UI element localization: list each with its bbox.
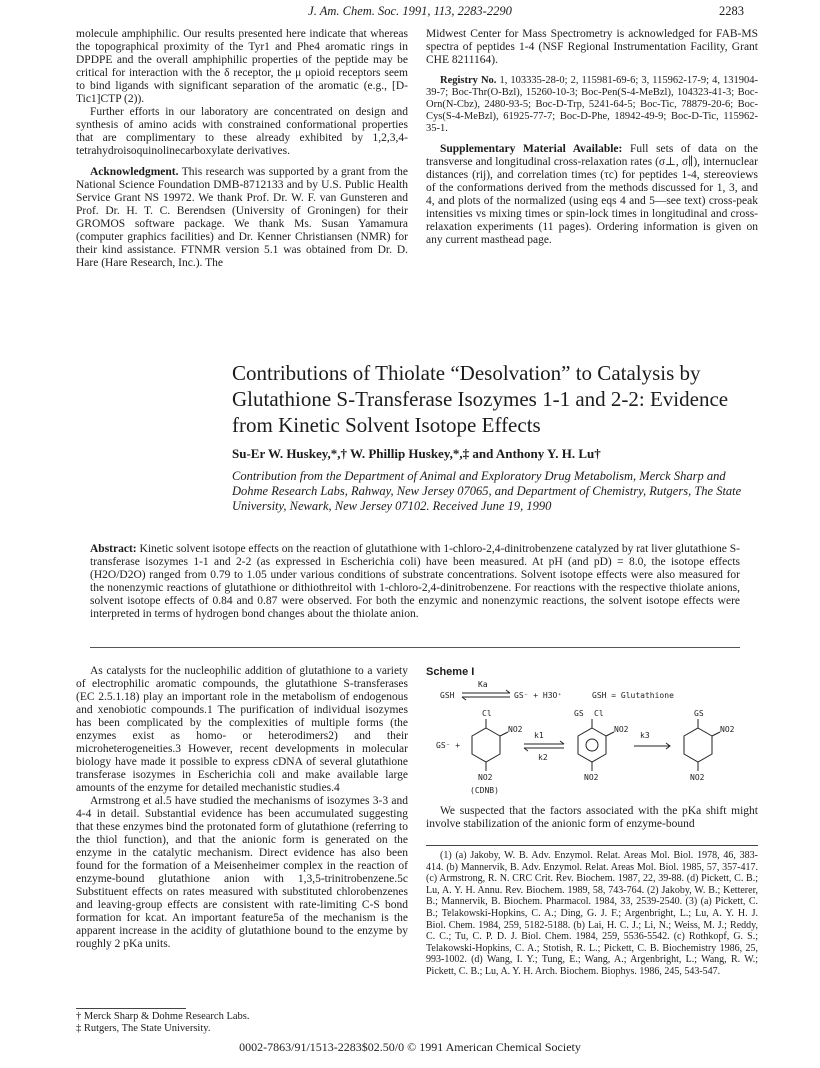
footnote: ‡ Rutgers, The State University. [76,1023,211,1034]
paragraph: Armstrong et al.5 have studied the mechanisms of isozymes 3-3 and 4-4 in detail. Substantial evidence has been accumulated suggesting that these enzymes bind the protonated form of glutathione (referring to the thiol function), and that the anionic form is generated on the enzyme in the catalytic mechanism. Direct evidence has also been found for the formation of a Meisenheimer complex in the reaction of enzyme-bound glutathione anion with 1,3,5-trinitrobenzene.5c Substituent effects on rates measured with substituted chlorobenzenes and leaving-group effects are consistent with rate-limiting C-S bond formation for kcat. An important feature5a of the mechanism is the apparent increase in the acidity of glutathione bound to the enzyme by roughly 2 pKa units. [76,795,408,950]
journal-citation: J. Am. Chem. Soc. 1991, 113, 2283-2290 [308,4,512,18]
prev-article-left-column [76,28,408,270]
author-footnotes [76,1011,408,1035]
scheme-ka: Ka [478,680,488,689]
benzene-ring [684,728,712,762]
contribution-affiliation: Contribution from the Department of Animal and Exploratory Drug Metabolism, Merck Sharp and Dohme Research Labs, Rahway, New Jersey 07065, and Department of Chemistry, Rutgers, The State University, Newark, New Jersey 07102. Received June 19, 1990 [232,469,742,513]
negative-charge-circle [586,739,598,751]
scheme-diagram [426,676,756,798]
scheme-definition: GSH = Glutathione [592,691,674,700]
paragraph: Further efforts in our laboratory are concentrated on design and synthesis of amino acids with constrained conformational properties that are complimentary to these already exhibited by 1,2,3,4-tetrahydroisoquinolinecarboxylate derivatives. [76,106,408,157]
no2-label: NO2 [690,773,705,782]
no2-label: NO2 [614,725,629,734]
registry-heading: Registry No. [440,75,497,86]
no2-label: NO2 [584,773,599,782]
paragraph: Midwest Center for Mass Spectrometry is acknowledged for FAB-MS spectra of peptides 1-4 (NSF Regional Instrumentation Facility, Grant CHE 8211164). [426,28,758,66]
registry-text: 1, 103335-28-0; 2, 115981-69-6; 3, 115962-17-9; 4, 131904-39-7; Boc-Thr(O-Bzl), 15260-10-3; Boc-Pen(S-4-MeBzl), 104323-41-3; Boc-Orn(N-Cbz), 2480-93-5; Boc-D-Trp, 5241-64-5; Boc-Tic, 78879-20-6; Boc-Cys(S-4-MeBzl), 61925-77-7; Boc-D-Phe, 18942-49-9; Boc-D-Tic, 115962-35-1. [426,75,758,134]
reference-list: (1) (a) Jakoby, W. B. Adv. Enzymol. Relat. Areas Mol. Biol. 1978, 46, 383-414. (b) Mannervik, B. Adv. Enzymol. Relat. Areas Mol. Biol. 1985, 57, 357-417. (c) Armstrong, R. N. CRC Crit. Rev. Biochem. 1987, 22, 39-88. (d) Pickett, C. B.; Lu, A. Y. H. Annu. Rev. Biochem. 1989, 58, 743-764. (2) Jakoby, W. B.; Ketterer, B.; Mannervik, B. Biochem. Pharmacol. 1984, 33, 2539-2540. (3) (a) Pickett, C. B.; Telakowski-Hopkins, C. A.; Ding, G. J. F.; Argenbright, L.; Lu, A. Y. H. J. Biol. Chem. 1984, 259, 5182-5188. (b) Lai, H. C. J.; Li, N.; Weiss, M. J.; Reddy, C. C.; Tu, C. P. D. J. Biol. Chem. 1984, 259, 5536-5542. (c) Rothkopf, G. S.; Telakowski-Hopkins, C. A.; Stotish, R. L.; Pickett, C. B. Biochemistry 1986, 25, 993-1002. (d) Wang, I. Y.; Tung, E.; Wang, A.; Argenbright, L.; Wang, R. W.; Pickett, C. B.; Lu, A. Y. H. Arch. Biochem. Biophys. 1986, 245, 543-547. [426,850,758,977]
acknowledgment-text: This research was supported by a grant from the National Science Foundation DMB-8712133 and by U.S. Public Health Service Grant NS 19972. We thank Prof. Dr. W. F. van Gunsteren and Prof. Dr. H. T. C. Berendsen (University of Groningen) for their GROMOS software package. We thank Ms. Susan Yamamura (computer graphics facilities) and Dr. Kenner Christiansen (NMR) for their kind assistance. FTNMR version 5.1 was obtained from Dr. D. Hare (Hare Research, Inc.). The [76,166,408,269]
cl-label: Cl [594,709,604,718]
no2-label: NO2 [720,725,735,734]
article-authors: Su-Er W. Huskey,*,† W. Phillip Huskey,*,‡ and Anthony Y. H. Lu† [232,446,601,461]
body-right-column [426,805,758,831]
abstract-divider [90,647,740,648]
paragraph: We suspected that the factors associated with the pKa shift might involve stabilization of the anionic form of enzyme-bound [426,805,758,830]
article-title: Contributions of Thiolate “Desolvation” to Catalysis by Glutathione S-Transferase Isozymes 1-1 and 2-2: Evidence from Kinetic Solvent Isotope Effects [232,361,729,437]
references-divider [426,845,758,846]
scheme-label: Scheme I [426,666,475,678]
no2-label: NO2 [478,773,493,782]
bond [712,732,720,736]
cdnb-label: (CDNB) [470,786,499,795]
paragraph: As catalysts for the nucleophilic addition of glutathione to a variety of electrophilic aromatic compounds, the glutathione S-transferases (EC 2.5.1.18) play an important role in the metabolism of endogenous and xenobiotic compounds.1 The purification of individual isozymes has been complicated by the complexities of multiple forms (the enzymes exist as homo- or heterodimers2) and their microheterogeneities.3 However, recent developments in molecular biology have made it possible to express cDNA of several glutathione transferase isozymes in Escherichia coli and make available large amounts of the enzyme for detailed mechanistic studies.4 [76,665,408,794]
k3-label: k3 [640,731,650,740]
references [426,850,758,978]
gs-label: GS [574,709,584,718]
body-left-column [76,665,408,951]
paragraph: molecule amphiphilic. Our results presented here indicate that whereas the topographical proximity of the Tyr1 and Phe4 aromatic rings in DPDPE and the overall amphiphilic properties of the peptide may be critical for interaction with the δ receptor, the μ opioid receptors seem to bind ligands with significant separation of the aromatic (e.g., [D-Tic1]CTP (2)). [76,28,408,105]
k2-label: k2 [538,753,548,762]
no2-label: NO2 [508,725,523,734]
footnote: † Merck Sharp & Dohme Research Labs. [76,1011,250,1022]
footnote-divider [76,1008,186,1009]
abstract-label: Abstract: [90,543,137,555]
benzene-ring [472,728,500,762]
abstract-text: Kinetic solvent isotope effects on the reaction of glutathione with 1-chloro-2,4-dinitrobenzene catalyzed by rat liver glutathione S-transferase isozymes 1-1 and 2-2 (as expressed in Escherichia coli) have been measured. At pH (and pD) = 8.0, the isotope effects (H2O/D2O) ranged from 0.79 to 1.05 under various conditions of substrate concentrations. Solvent isotope effects were also measured for the nonenzymic reactions of glutathione or dithiothreitol with 1-chloro-2,4-dinitrobenzene. For reactions with the respective thiolate anions, solvent isotope effects of 0.84 and 0.87 were observed. For both the enzymic and nonenzymic reactions, the solvent isotope effects were interpreted in terms of hydrogen bond changes about the thiolate anion. [90,543,741,620]
cyclohexadienyl-ring [578,728,606,762]
supplementary-text: Full sets of data on the transverse and longitudinal cross-relaxation rates (σ⊥, σ∥), internuclear distances (rij), and correlation times (τc) for peptides 1-4, stereoviews of the conformations derived from the methods discussed for 1, 3, and 4, and plots of the normalized (using eqs 4 and 5—see text) cross-peak intensities vs mixing times or spin-lock times in longitudinal and cross-relaxation experiments (11 pages). Ordering information is given on any current masthead page. [426,143,758,246]
running-header [0,4,820,24]
bond [500,732,508,736]
scheme-gs-plus: GS⁻ + [436,741,461,750]
supplementary-heading: Supplementary Material Available: [440,143,623,155]
bond [606,732,614,736]
scheme-products: GS⁻ + H3O⁺ [514,691,563,700]
cl-label: Cl [482,709,492,718]
scheme-gsh: GSH [440,691,455,700]
gs-label: GS [694,709,704,718]
acknowledgment-heading: Acknowledgment. [90,166,179,178]
page-number: 2283 [719,4,744,18]
abstract [90,543,740,621]
prev-article-right-column [426,28,758,247]
k1-label: k1 [534,731,544,740]
copyright-footer: 0002-7863/91/1513-2283$02.50/0 © 1991 American Chemical Society [239,1040,581,1054]
